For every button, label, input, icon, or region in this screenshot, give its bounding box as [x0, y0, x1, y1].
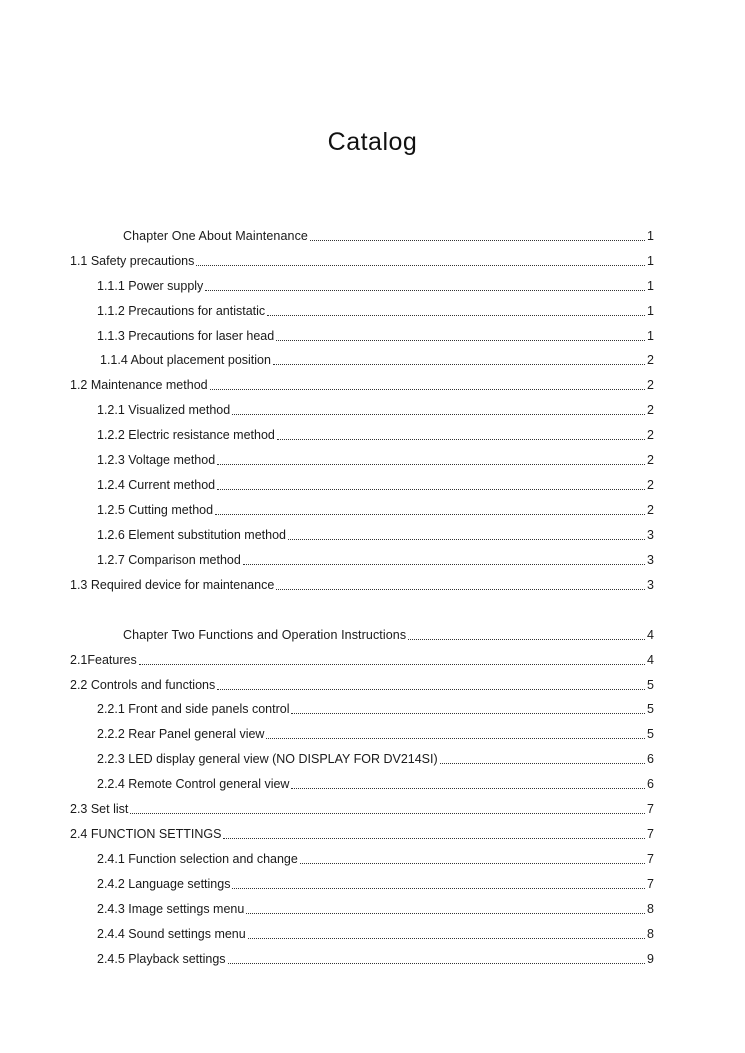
- toc-entry-page-number: 7: [647, 852, 654, 866]
- toc-entry-label: 2.4.5 Playback settings: [97, 952, 226, 966]
- toc-entry-label: 1.1.2 Precautions for antistatic: [97, 304, 266, 318]
- toc-entry-page-number: 3: [647, 578, 654, 592]
- toc-entry: [123, 625, 654, 643]
- toc-entry-page-number: 4: [647, 628, 654, 642]
- toc-entry-page-number: 8: [647, 902, 654, 916]
- dot-leader: [276, 589, 645, 590]
- toc-entry: [97, 849, 654, 867]
- toc-entry-page-number: 1: [647, 229, 654, 243]
- toc-entry: [97, 724, 654, 742]
- toc-entry-label: 1.2.7 Comparison method: [97, 553, 241, 567]
- toc-entry-label: 2.4 FUNCTION SETTINGS: [70, 827, 222, 841]
- dot-leader: [300, 863, 645, 864]
- toc-entry: [97, 276, 654, 294]
- toc-entry-page-number: 8: [647, 927, 654, 941]
- dot-leader: [246, 913, 645, 914]
- toc-entry: [97, 550, 654, 568]
- toc-entry-page-number: 5: [647, 702, 654, 716]
- toc-entry-label: 2.4.2 Language settings: [97, 877, 231, 891]
- toc-entry-page-number: 3: [647, 553, 654, 567]
- toc-entry: [70, 650, 654, 668]
- dot-leader: [196, 265, 645, 266]
- toc-entry-page-number: 4: [647, 653, 654, 667]
- toc-entry: [97, 699, 654, 717]
- toc-entry-page-number: 2: [647, 353, 654, 367]
- toc-entry: [97, 949, 654, 967]
- toc-entry: [97, 749, 654, 767]
- toc-entry: [70, 675, 654, 693]
- toc-entry: [97, 475, 654, 493]
- toc-entry-page-number: 1: [647, 329, 654, 343]
- dot-leader: [205, 290, 645, 291]
- dot-leader: [291, 713, 645, 714]
- toc-entry-label: Chapter One About Maintenance: [123, 229, 308, 243]
- dot-leader: [267, 315, 645, 316]
- dot-leader: [210, 389, 645, 390]
- toc-entry: [97, 899, 654, 917]
- toc-entry-label: 2.2.2 Rear Panel general view: [97, 727, 265, 741]
- toc-entry-label: 2.1Features: [70, 653, 137, 667]
- toc-entry-label: 2.3 Set list: [70, 802, 129, 816]
- toc-entry: [97, 774, 654, 792]
- dot-leader: [228, 963, 646, 964]
- toc-entry-label: 1.2.6 Element substitution method: [97, 528, 287, 542]
- dot-leader: [139, 664, 645, 665]
- toc-entry: [123, 226, 654, 244]
- toc-entry-page-number: 6: [647, 752, 654, 766]
- toc-entry-label: 1.1 Safety precautions: [70, 254, 195, 268]
- dot-leader: [408, 639, 645, 640]
- toc-entry-page-number: 2: [647, 403, 654, 417]
- toc-entry-label: 1.1.1 Power supply: [97, 279, 204, 293]
- dot-leader: [277, 439, 645, 440]
- toc-entry: [100, 350, 654, 368]
- page-title: Catalog: [327, 128, 418, 156]
- dot-leader: [217, 464, 645, 465]
- toc-entry-page-number: 7: [647, 827, 654, 841]
- toc-entry-label: 2.4.4 Sound settings menu: [97, 927, 246, 941]
- toc-entry-label: 1.2.4 Current method: [97, 478, 216, 492]
- toc-entry: [97, 500, 654, 518]
- toc-entry-page-number: 1: [647, 254, 654, 268]
- toc-entry-label: 2.4.1 Function selection and change: [97, 852, 298, 866]
- dot-leader: [223, 838, 645, 839]
- toc-entry-label: 1.2 Maintenance method: [70, 378, 208, 392]
- toc-entry-page-number: 5: [647, 727, 654, 741]
- toc-entry: [97, 525, 654, 543]
- toc-entry-page-number: 7: [647, 802, 654, 816]
- dot-leader: [215, 514, 645, 515]
- toc-entry-label: 1.1.4 About placement position: [100, 353, 271, 367]
- toc-entry-label: 1.2.3 Voltage method: [97, 453, 216, 467]
- toc-entry: [97, 450, 654, 468]
- toc-entry-page-number: 2: [647, 503, 654, 517]
- dot-leader: [130, 813, 645, 814]
- dot-leader: [266, 738, 645, 739]
- toc-entry-page-number: 3: [647, 528, 654, 542]
- toc-entry: [70, 375, 654, 393]
- toc-entry-page-number: 1: [647, 304, 654, 318]
- dot-leader: [310, 240, 645, 241]
- toc-entry-page-number: 7: [647, 877, 654, 891]
- toc-entry-label: 2.2.1 Front and side panels control: [97, 702, 290, 716]
- toc-entry-label: 2.2.3 LED display general view (NO DISPLAY FOR DV214SI): [97, 752, 438, 766]
- toc-entry: [97, 326, 654, 344]
- toc-entry-label: 2.4.3 Image settings menu: [97, 902, 245, 916]
- toc-entry-label: 1.2.1 Visualized method: [97, 403, 231, 417]
- dot-leader: [248, 938, 645, 939]
- toc-entry-label: 1.3 Required device for maintenance: [70, 578, 275, 592]
- toc-entry-page-number: 2: [647, 428, 654, 442]
- toc-entry-label: 2.2.4 Remote Control general view: [97, 777, 290, 791]
- dot-leader: [243, 564, 645, 565]
- toc-entry: [70, 575, 654, 593]
- toc-entry-label: 1.1.3 Precautions for laser head: [97, 329, 275, 343]
- toc-entry: [97, 400, 654, 418]
- toc-entry: [97, 301, 654, 319]
- dot-leader: [232, 888, 645, 889]
- toc-entry-page-number: 2: [647, 478, 654, 492]
- toc-entry-page-number: 1: [647, 279, 654, 293]
- toc-entry: [70, 824, 654, 842]
- dot-leader: [288, 539, 645, 540]
- toc-entry: [97, 924, 654, 942]
- dot-leader: [276, 340, 645, 341]
- toc-entry-label: 2.2 Controls and functions: [70, 678, 216, 692]
- dot-leader: [232, 414, 645, 415]
- dot-leader: [217, 689, 645, 690]
- dot-leader: [291, 788, 645, 789]
- toc-entry-page-number: 2: [647, 378, 654, 392]
- toc-entry-page-number: 5: [647, 678, 654, 692]
- toc-entry-label: 1.2.5 Cutting method: [97, 503, 214, 517]
- toc-entry: [70, 799, 654, 817]
- toc-entry-label: Chapter Two Functions and Operation Instructions: [123, 628, 407, 642]
- toc-entry-page-number: 2: [647, 453, 654, 467]
- toc-entry-label: 1.2.2 Electric resistance method: [97, 428, 275, 442]
- toc-entry: [97, 425, 654, 443]
- dot-leader: [273, 364, 645, 365]
- toc-entry-page-number: 6: [647, 777, 654, 791]
- dot-leader: [217, 489, 645, 490]
- toc-entry-page-number: 9: [647, 952, 654, 966]
- dot-leader: [440, 763, 645, 764]
- toc-entry: [70, 251, 654, 269]
- toc-entry: [97, 874, 654, 892]
